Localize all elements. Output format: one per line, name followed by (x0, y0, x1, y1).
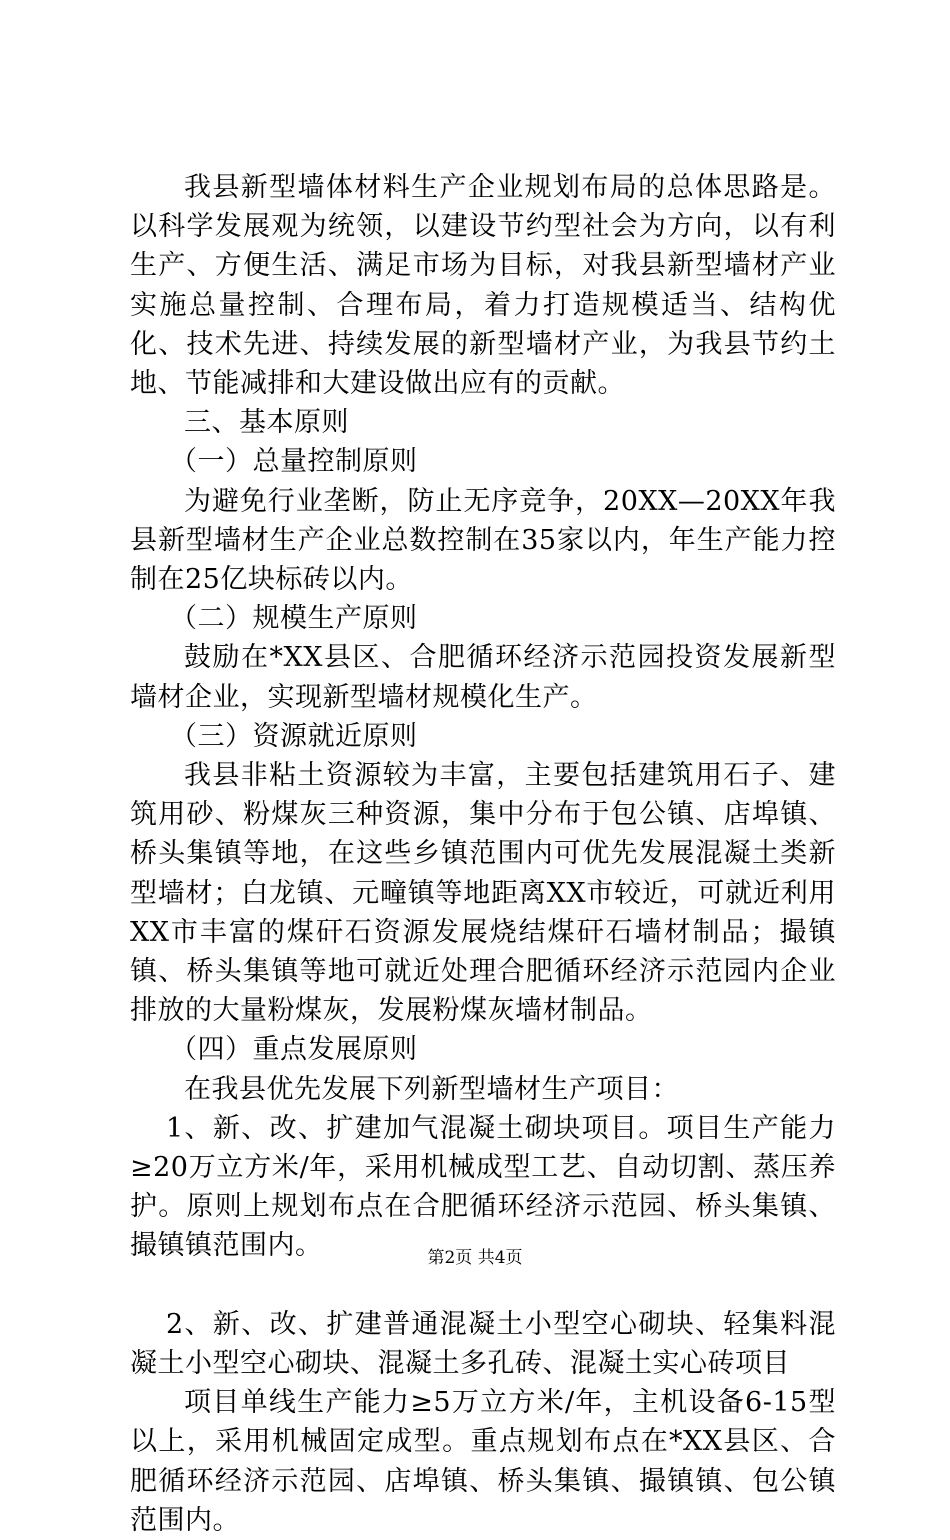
subheading-nearby-resources: （三）资源就近原则 (170, 720, 418, 752)
subheading-scale-production: （二）规模生产原则 (170, 603, 418, 635)
subheading-key-development: （四）重点发展原则 (170, 1034, 418, 1066)
paragraph-spacer (130, 1266, 836, 1305)
paragraph-total-control: 为避免行业垄断，防止无序竞争，20XX—20XX年我县新型墙材生产企业总数控制在35家以内，年生产能力控制在25亿块标砖以内。 (130, 485, 836, 596)
page-number-footer: 第2页 共4页 (427, 1248, 523, 1268)
paragraph-concrete-blocks-detail: 项目单线生产能力≥5万立方米/年，主机设备6-15型以上，采用机械固定成型。重点规划布点在*XX县区、合肥循环经济示范园、店埠镇、桥头集镇、撮镇镇、包公镇范围内。 (130, 1387, 836, 1536)
list-item-aerated-concrete: 1、新、改、扩建加气混凝土砌块项目。项目生产能力≥20万立方米/年，采用机械成型工艺、自动切割、蒸压养护。原则上规划布点在合肥循环经济示范园、桥头集镇、撮镇镇范围内。 (130, 1112, 836, 1262)
paragraph-nearby-resources: 我县非粘土资源较为丰富，主要包括建筑用石子、建筑用砂、粉煤灰三种资源，集中分布于包公镇、店埠镇、桥头集镇等地，在这些乡镇范围内可优先发展混凝土类新型墙材；白龙镇、元疃镇等地距离XX市较近，可就近利用XX市丰富的煤矸石资源发展烧结煤矸石墙材制品；撮镇镇、桥头集镇等地可就近处理合肥循环经济示范园内企业排放的大量粉煤灰，发展粉煤灰墙材制品。 (130, 760, 836, 1027)
subheading-total-control: （一）总量控制原则 (170, 446, 418, 478)
paragraph-overall-idea: 我县新型墙体材料生产企业规划布局的总体思路是。以科学发展观为统领，以建设节约型社会为方向，以有利生产、方便生活、满足市场为目标，对我县新型墙材产业实施总量控制、合理布局，着力打造规模适当、结构优化、技术先进、持续发展的新型墙材产业，为我县节约土地、节能减排和大建设做出应有的贡献。 (130, 172, 836, 400)
list-item-concrete-blocks: 2、新、改、扩建普通混凝土小型空心砌块、轻集料混凝土小型空心砌块、混凝土多孔砖、混凝土实心砖项目 (130, 1308, 836, 1379)
document-body (130, 168, 836, 1540)
section-heading-basic-principles: 三、基本原则 (184, 407, 349, 439)
paragraph-scale-production: 鼓励在*XX县区、合肥循环经济示范园投资发展新型墙材企业，实现新型墙材规模化生产。 (130, 642, 836, 713)
paragraph-key-development-intro: 在我县优先发展下列新型墙材生产项目： (184, 1073, 679, 1105)
